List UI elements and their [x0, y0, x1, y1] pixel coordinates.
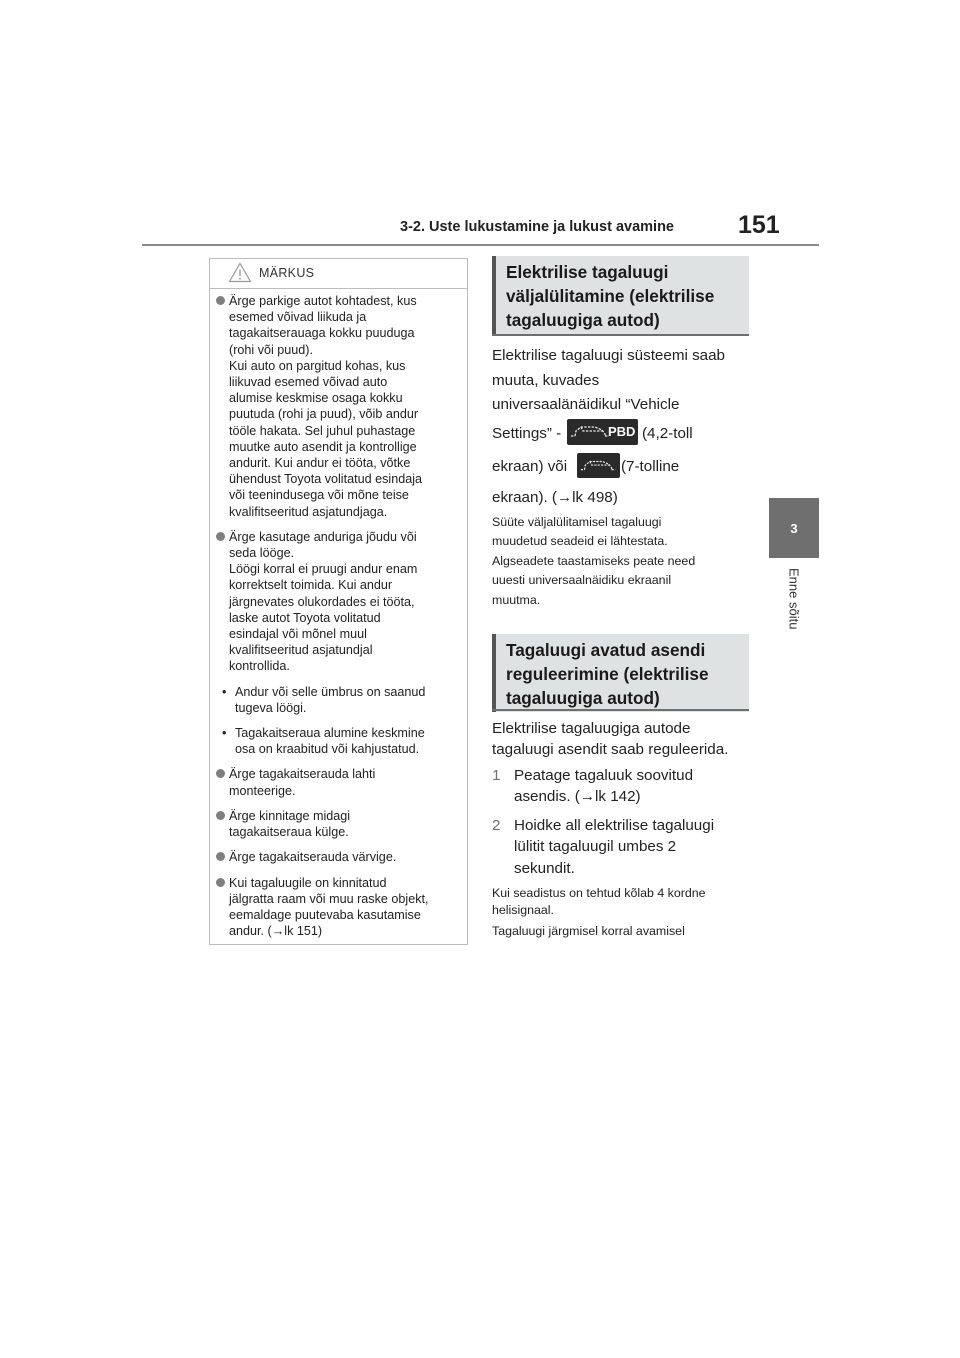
section-heading-tailgate-disable: Elektrilise tagaluugi väljalülitamine (elektrilise tagaluugiga autod)	[492, 256, 749, 336]
body-text-line: Settings” -	[492, 425, 562, 442]
step-text-line: Hoidke all elektrilise tagaluugi	[514, 817, 715, 834]
section-heading-rule	[492, 709, 749, 711]
section-title: 3-2. Uste lukustamine ja lukust avamine	[400, 219, 674, 235]
note-text-line: Tagaluugi järgmisel korral avamisel	[492, 924, 685, 938]
notice-item-text: Ärge tagakaitserauda lahti monteerige.	[229, 767, 376, 798]
notice-item	[216, 529, 460, 675]
pbd-label: PBD	[608, 424, 636, 439]
notice-subitem	[216, 684, 460, 716]
step-text-line: sekundit.	[514, 860, 575, 877]
bullet-dot-icon	[216, 811, 225, 820]
note-text-line: helisignaal.	[492, 903, 554, 917]
notice-subitem-text: Andur või selle ümbrus on saanud tugeva löögi.	[235, 684, 426, 715]
notice-item-text: Ärge parkige autot kohtadest, kus esemed võivad liikuda ja tagakaitserauaga kokku puuduga (rohi või puud). Kui auto on pargitud kohas, kus liikuvad esemed võivad auto alumise keskmise osaga kokku puutuda (rohi ja puud), võib andur tööle hakata. Sel juhul puhastage muutke auto asendit ja kontrollige andurit. Kui andur ei tööta, võtke ühendust Toyota volitatud esindaja või teenindusega või mõne teise kvalifitseeritud asjatundjaga.	[229, 294, 423, 519]
body-text-line: muuta, kuvades	[492, 372, 600, 389]
car-outline-icon	[579, 456, 617, 476]
notice-list	[216, 293, 460, 948]
notice-item	[216, 808, 460, 840]
notice-title: MÄRKUS	[259, 266, 315, 280]
car-outline-icon	[569, 422, 611, 442]
note-text-line: muutma.	[492, 593, 541, 607]
body-text-line: ekraan) või	[492, 458, 568, 475]
sub-bullet-icon: •	[222, 684, 227, 699]
body-text-line: Elektrilise tagaluugi süsteemi saab	[492, 347, 725, 364]
note-text-line: Algseadete taastamiseks peate need	[492, 554, 696, 568]
car-screen-icon	[577, 453, 620, 478]
notice-subitem-text: Tagakaitseraua alumine keskmine osa on kraabitud või kahjustatud.	[235, 726, 425, 757]
sub-bullet-icon: •	[222, 726, 227, 741]
bullet-dot-icon	[216, 769, 225, 778]
chapter-tab	[769, 498, 819, 558]
car-pbd-screen-icon	[567, 419, 638, 445]
bullet-dot-icon	[216, 852, 225, 861]
body-text-line: universaalänäidikul “Vehicle	[492, 396, 680, 413]
body-text-line: tagaluugi asendit saab reguleerida.	[492, 741, 729, 758]
notice-item	[216, 849, 460, 865]
notice-item-text: Ärge kasutage anduriga jõudu või seda lööge. Löögi korral ei pruugi andur enam korrektselt toimida. Kui andur järgnevates olukordades ei tööta, laske autot Toyota volitatud esindajal või mõnel muul kvalifitseeritud asjatundjal kontrollida.	[229, 529, 418, 674]
page-number: 151	[738, 211, 780, 239]
notice-item-text: Ärge tagakaitserauda värvige.	[229, 850, 397, 865]
section-heading-tailgate-position: Tagaluugi avatud asendi reguleerimine (elektrilise tagaluugiga autod)	[492, 634, 749, 712]
section-heading-rule	[492, 334, 749, 336]
notice-item-text: Kui tagaluugile on kinnitatud jälgratta raam või muu raske objekt, eemaldage puutevaba kasutamise andur. (→lk 151)	[229, 875, 429, 939]
bullet-dot-icon	[216, 532, 225, 541]
notice-header	[210, 259, 467, 289]
body-text-line: Elektrilise tagaluugiga autode	[492, 720, 691, 737]
body-text-line: (4,2-toll	[642, 425, 693, 442]
body-text-line: (7-tolline	[621, 458, 680, 475]
chapter-number: 3	[790, 520, 798, 536]
warning-triangle-icon	[228, 262, 252, 283]
step-text-line: lülitit tagaluugil umbes 2	[514, 838, 677, 855]
chapter-label-wrap	[760, 568, 828, 648]
step-text-line: asendis. (→lk 142)	[514, 788, 641, 805]
header-divider	[142, 244, 819, 246]
note-text-line: Süüte väljalülitamisel tagaluugi	[492, 515, 662, 529]
step-number: 1	[492, 767, 501, 784]
note-text-line: muudetud seadeid ei lähtestata.	[492, 534, 668, 548]
notice-item	[216, 875, 460, 940]
note-text-line: uuesti universaalnäidiku ekraanil	[492, 573, 672, 587]
step-number: 2	[492, 817, 501, 834]
notice-item	[216, 766, 460, 798]
notice-item-text: Ärge kinnitage midagi tagakaitseraua külge.	[229, 808, 351, 840]
chapter-label: Enne sõitu	[786, 568, 802, 630]
body-text-line: ekraan). (→lk 498)	[492, 489, 618, 506]
notice-subitem	[216, 725, 460, 757]
note-text-line: Kui seadistus on tehtud kõlab 4 kordne	[492, 886, 706, 900]
notice-item	[216, 293, 460, 520]
notice-box	[209, 258, 468, 945]
bullet-dot-icon	[216, 296, 225, 305]
bullet-dot-icon	[216, 878, 225, 887]
step-text-line: Peatage tagaluuk soovitud	[514, 767, 694, 784]
